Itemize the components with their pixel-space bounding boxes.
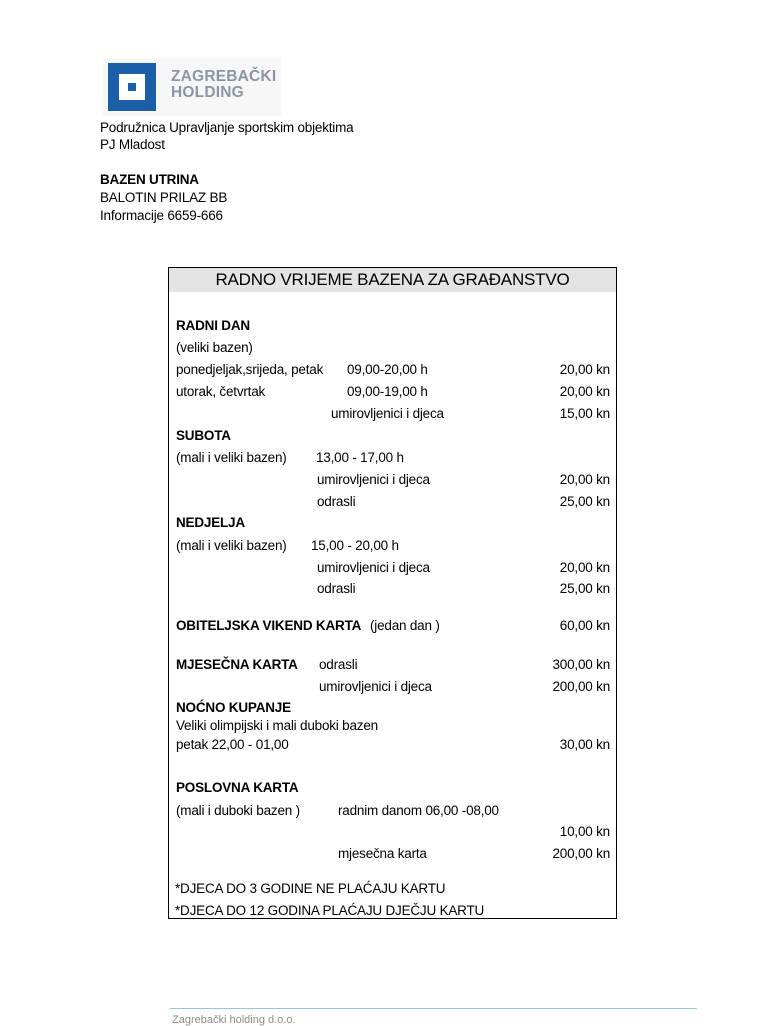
saturday-row1-price: 20,00 kn: [559, 472, 610, 487]
business-note: (mali i duboki bazen ): [176, 803, 300, 818]
company-logo: [103, 58, 281, 116]
night-time: petak 22,00 - 01,00: [176, 737, 289, 752]
weekday-row3-label: umirovljenici i djeca: [331, 406, 444, 421]
weekday-row1-price: 20,00 kn: [559, 362, 610, 377]
weekday-heading: RADNI DAN: [176, 318, 250, 333]
family-note: (jedan dan ): [370, 618, 440, 633]
saturday-row1-label: umirovljenici i djeca: [317, 472, 430, 487]
business-row2-price: 200,00 kn: [552, 846, 610, 861]
night-price: 30,00 kn: [559, 737, 610, 752]
family-heading: OBITELJSKA VIKEND KARTA: [176, 618, 362, 633]
monthly-row1-price: 300,00 kn: [552, 657, 610, 672]
business-row1-price: 10,00 kn: [559, 824, 610, 839]
saturday-time: 13,00 - 17,00 h: [316, 450, 404, 465]
sunday-row1-label: umirovljenici i djeca: [317, 560, 430, 575]
night-heading: NOĆNO KUPANJE: [176, 700, 291, 715]
weekday-row2-time: 09,00-19,00 h: [347, 384, 428, 399]
weekday-row1-time: 09,00-20,00 h: [347, 362, 428, 377]
logo-line-2: HOLDING: [171, 84, 244, 101]
pool-name: BAZEN UTRINA: [100, 172, 199, 187]
weekday-row2-days: utorak, četvrtak: [176, 384, 266, 399]
saturday-note: (mali i veliki bazen): [176, 450, 287, 465]
footer-company: Zagrebački holding d.o.o.: [172, 1014, 296, 1026]
note-children-3: *DJECA DO 3 GODINE NE PLAĆAJU KARTU: [175, 881, 446, 896]
saturday-row2-price: 25,00 kn: [559, 494, 610, 509]
logo-line-1: ZAGREBAČKI: [171, 68, 277, 85]
saturday-heading: SUBOTA: [176, 428, 231, 443]
note-children-12: *DJECA DO 12 GODINA PLAĆAJU DJEČJU KARTU: [175, 903, 485, 918]
night-desc: Veliki olimpijski i mali duboki bazen: [176, 718, 378, 733]
monthly-row2-price: 200,00 kn: [552, 679, 610, 694]
monthly-row2-label: umirovljenici i djeca: [319, 679, 432, 694]
sunday-row2-label: odrasli: [317, 581, 356, 596]
unit-name: PJ Mladost: [100, 137, 165, 152]
monthly-heading: MJESEČNA KARTA: [176, 657, 298, 672]
business-heading: POSLOVNA KARTA: [176, 780, 299, 795]
pool-address: BALOTIN PRILAZ BB: [100, 190, 228, 205]
weekday-note: (veliki bazen): [176, 340, 253, 355]
weekday-row3-price: 15,00 kn: [559, 406, 610, 421]
schedule-title: RADNO VRIJEME BAZENA ZA GRAĐANSTVO: [215, 270, 570, 289]
pool-info: Informacije 6659-666: [100, 208, 223, 223]
business-row2-label: mjesečna karta: [338, 846, 427, 861]
footer-divider: [170, 1008, 697, 1009]
weekday-row1-days: ponedjeljak,srijeda, petak: [176, 362, 324, 377]
family-price: 60,00 kn: [559, 618, 610, 633]
logo-square-icon: [108, 63, 156, 111]
sunday-heading: NEDJELJA: [176, 515, 245, 530]
saturday-row2-label: odrasli: [317, 494, 356, 509]
schedule-title-band: [169, 268, 616, 292]
monthly-row1-label: odrasli: [319, 657, 358, 672]
sunday-time: 15,00 - 20,00 h: [311, 538, 399, 553]
subsidiary-name: Podružnica Upravljanje sportskim objektima: [100, 120, 354, 135]
weekday-row2-price: 20,00 kn: [559, 384, 610, 399]
sunday-note: (mali i veliki bazen): [176, 538, 287, 553]
sunday-row2-price: 25,00 kn: [559, 581, 610, 596]
business-row1-label: radnim danom 06,00 -08,00: [338, 803, 499, 818]
logo-wordmark: [171, 69, 276, 101]
sunday-row1-price: 20,00 kn: [559, 560, 610, 575]
